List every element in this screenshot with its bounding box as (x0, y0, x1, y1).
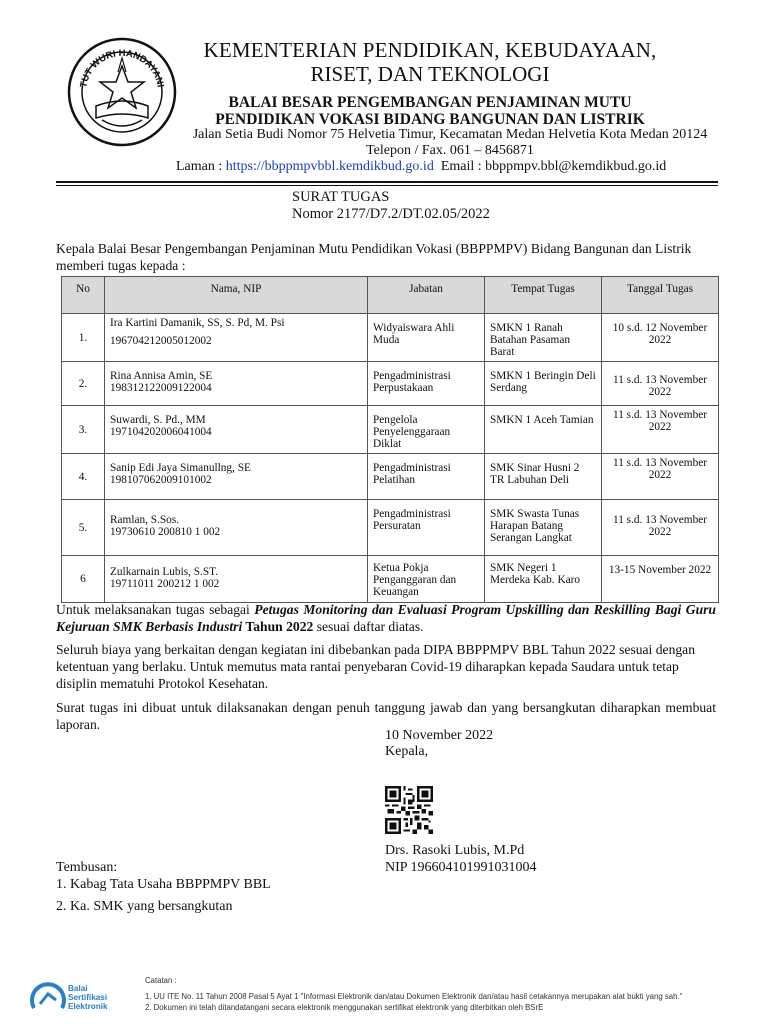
letterhead-divider (56, 181, 718, 183)
row-location: SMKN 1 Aceh Tamian (485, 406, 602, 454)
header-date: Tanggal Tugas (602, 277, 719, 314)
phone: Telepon / Fax. 061 – 8456871 (366, 143, 534, 158)
person-nip: 198107062009101002 (110, 474, 212, 486)
row-date: 11 s.d. 13 November 2022 (602, 454, 719, 500)
table-row (62, 500, 719, 556)
row-no: 6 (62, 556, 105, 603)
row-no: 4. (62, 454, 105, 500)
row-no: 5. (62, 500, 105, 556)
row-location: SMK Negeri 1 Merdeka Kab. Karo (485, 556, 602, 603)
row-name-nip (105, 556, 368, 603)
row-position: Pengadministrasi Persuratan (368, 500, 485, 556)
purpose-pre: Untuk melaksanakan tugas sebagai (56, 602, 255, 617)
note-item: 1. UU ITE No. 11 Tahun 2008 Pasal 5 Ayat 1 "Informasi Elektronik dan/atau Dokumen Elektronik dan/atau hasil cetakannya merupakan alat bukti yang sah." (145, 992, 683, 1001)
bsre-line: Elektronik (68, 1002, 108, 1011)
signer-nip: NIP 196604101991031004 (385, 860, 537, 875)
row-date: 11 s.d. 13 November 2022 (602, 500, 719, 556)
signature-date: 10 November 2022 (385, 728, 494, 743)
email-address[interactable]: bbppmpv.bbl@kemdikbud.go.id (485, 159, 667, 174)
agency-line-2: PENDIDIKAN VOKASI BIDANG BANGUNAN DAN LISTRIK (215, 111, 645, 128)
person-nip: 198312122009122004 (110, 382, 212, 394)
bsre-logo-icon (28, 978, 68, 1018)
row-date: 13-15 November 2022 (602, 556, 719, 603)
email-label: Email : (433, 159, 486, 174)
row-position: Widyaiswara Ahli Muda (368, 314, 485, 362)
svg-text:TUT WURI HANDAYANI: TUT WURI HANDAYANI (78, 47, 166, 89)
row-date: 11 s.d. 13 November 2022 (602, 406, 719, 454)
bsre-label (68, 984, 108, 1011)
table-row (62, 314, 719, 362)
signer-name: Drs. Rasoki Lubis, M.Pd (385, 843, 525, 858)
row-location: SMKN 1 Ranah Batahan Pasaman Barat (485, 314, 602, 362)
ministry-line-2: RISET, DAN TEKNOLOGI (310, 62, 550, 86)
cc-label: Tembusan: (56, 860, 118, 875)
person-name: Ira Kartini Damanik, SS, S. Pd, M. Psi (110, 317, 285, 329)
person-nip: 196704212005012002 (110, 335, 212, 347)
table-row (62, 556, 719, 603)
purpose-paragraph (56, 601, 716, 635)
row-position: Pengelola Penyelenggaraan Diklat (368, 406, 485, 454)
cc-item: 2. Ka. SMK yang bersangkutan (56, 899, 233, 914)
program-year: Tahun 2022 (242, 619, 314, 634)
funding-paragraph: Seluruh biaya yang berkaitan dengan kegiatan ini dibebankan pada DIPA BBPPMPV BBL Tahun 2022 sesuai dengan ketentuan yang berlaku. Untuk memutus mata rantai penyebaran Covid-19 diharapkan kepada Saudara untuk tetap disiplin mematuhi Protokol Kesehatan. (56, 642, 695, 691)
ministry-line-1: KEMENTERIAN PENDIDIKAN, KEBUDAYAAN, (203, 38, 657, 62)
document-number: Nomor 2177/D7.2/DT.02.05/2022 (292, 206, 490, 222)
person-name: Ramlan, S.Sos. (110, 514, 180, 526)
table-header-row (62, 277, 719, 314)
row-position: Pengadministrasi Pelatihan (368, 454, 485, 500)
row-location: SMK Swasta Tunas Harapan Batang Serangan Langkat (485, 500, 602, 556)
bsre-line: Balai (68, 984, 88, 993)
row-name-nip (105, 454, 368, 500)
header-location: Tempat Tugas (485, 277, 602, 314)
tut-wuri-handayani-logo (66, 36, 178, 148)
row-no: 3. (62, 406, 105, 454)
row-date: 10 s.d. 12 November 2022 (602, 314, 719, 362)
responsibility-paragraph: Surat tugas ini dibuat untuk dilaksanakan dengan penuh tanggung jawab dan yang bersangkutan diharapkan membuat laporan. (56, 700, 716, 732)
website-link[interactable]: https://bbppmpvbbl.kemdikbud.go.id (225, 159, 434, 174)
header-position: Jabatan (368, 277, 485, 314)
program-name: Petugas Monitoring dan Evaluasi Program Upskilling dan Reskilling Bagi Guru Kejuruan SMK Berbasis Industri (56, 602, 716, 634)
purpose-post: sesuai daftar diatas. (313, 619, 424, 634)
signature-position: Kepala, (385, 744, 429, 759)
table-row (62, 454, 719, 500)
note-item: 2. Dokumen ini telah ditandatangani secara elektronik menggunakan sertifikat elektronik yang diterbitkan oleh BSrE (145, 1003, 544, 1012)
row-name-nip (105, 406, 368, 454)
person-name: Sanip Edi Jaya Simanullng, SE (110, 462, 251, 474)
table-row (62, 406, 719, 454)
assignment-table (61, 276, 719, 603)
letterhead-divider-thin (56, 185, 718, 186)
notes-label: Catatan : (145, 976, 177, 985)
intro-paragraph: Kepala Balai Besar Pengembangan Penjaminan Mutu Pendidikan Vokasi (BBPPMPV) Bidang Bangunan dan Listrik memberi tugas kepada : (56, 241, 692, 273)
row-name-nip (105, 314, 368, 362)
row-name-nip (105, 500, 368, 556)
agency-line-1: BALAI BESAR PENGEMBANGAN PENJAMINAN MUTU (228, 94, 632, 111)
row-no: 2. (62, 362, 105, 406)
row-location: SMK Sinar Husni 2 TR Labuhan Deli (485, 454, 602, 500)
cc-item: 1. Kabag Tata Usaha BBPPMPV BBL (56, 877, 271, 892)
document-title: SURAT TUGAS (292, 189, 390, 205)
row-position: Ketua Pokja Penganggaran dan Keuangan (368, 556, 485, 603)
row-no: 1. (62, 314, 105, 362)
row-position: Pengadministrasi Perpustakaan (368, 362, 485, 406)
person-nip: 19730610 200810 1 002 (110, 526, 221, 538)
person-name: Zulkarnain Lubis, S.ST. (110, 566, 219, 578)
qr-code[interactable] (385, 786, 433, 834)
bsre-line: Sertifikasi (68, 993, 108, 1002)
row-name-nip (105, 362, 368, 406)
address: Jalan Setia Budi Nomor 75 Helvetia Timur, Kecamatan Medan Helvetia Kota Medan 20124 (192, 127, 708, 142)
contact-line (176, 159, 736, 175)
person-nip: 197104202006041004 (110, 426, 212, 438)
person-nip: 19711011 200212 1 002 (110, 578, 220, 590)
header-name: Nama, NIP (105, 277, 368, 314)
row-location: SMKN 1 Beringin Deli Serdang (485, 362, 602, 406)
table-row (62, 362, 719, 406)
laman-label: Laman : (176, 159, 226, 174)
person-name: Rina Annisa Amin, SE (110, 370, 213, 382)
header-no: No (62, 277, 105, 314)
row-date: 11 s.d. 13 November 2022 (602, 362, 719, 406)
person-name: Suwardi, S. Pd., MM (110, 414, 206, 426)
